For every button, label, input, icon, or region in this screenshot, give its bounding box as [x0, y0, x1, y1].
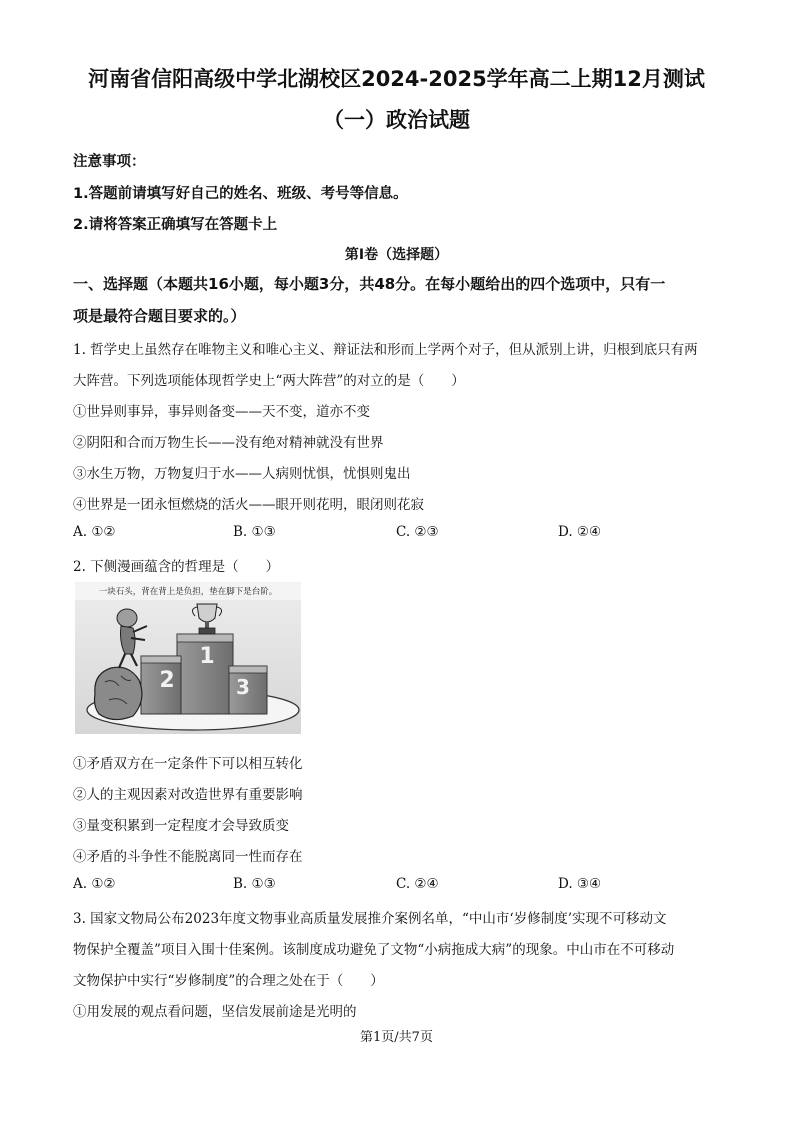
podium-top-first	[177, 634, 233, 642]
q2-stem: 2. 下侧漫画蕴含的哲理是（ ）	[73, 559, 280, 575]
exam-title-line1: 河南省信阳高级中学北湖校区2024-2025学年高二上期12月测试	[88, 67, 705, 91]
podium-number-2: 2	[159, 668, 175, 693]
podium-top-third	[229, 666, 267, 673]
section-heading-line1: 一、选择题（本题共16小题，每小题3分，共48分。在每小题给出的四个选项中，只有一	[73, 275, 666, 293]
notes-item-2: 2.请将答案正确填写在答题卡上	[73, 217, 278, 233]
exam-title-line2: （一）政治试题	[323, 108, 470, 132]
q1-statement-1: ①世异则事异，事异则备变——天不变，道亦不变	[73, 404, 370, 420]
q1-statement-3: ③水生万物，万物复归于水——人病则忧惧，忧惧则鬼出	[73, 466, 411, 482]
q2-statement-4: ④矛盾的斗争性不能脱离同一性而存在	[73, 849, 303, 865]
q1-stem-line2: 大阵营。下列选项能体现哲学史上“两大阵营”的对立的是（ ）	[73, 373, 465, 389]
q3-statement-1: ①用发展的观点看问题，坚信发展前途是光明的	[73, 1004, 357, 1020]
q2-cartoon-image	[75, 582, 301, 734]
q2-option-a: A. ①②	[73, 876, 116, 892]
q2-statement-3: ③量变积累到一定程度才会导致质变	[73, 818, 289, 834]
podium-number-1: 1	[199, 644, 215, 669]
q2-option-b: B. ①③	[233, 876, 276, 892]
section-heading-line2: 项是最符合题目要求的。）	[73, 307, 246, 325]
q2-statement-2: ②人的主观因素对改造世界有重要影响	[73, 787, 303, 803]
q1-option-c: C. ②③	[396, 524, 439, 540]
q1-statement-4: ④世界是一团永恒燃烧的活火——眼开则花明，眼闭则花寂	[73, 497, 424, 513]
q1-stem-line1: 1. 哲学史上虽然存在唯物主义和唯心主义、辩证法和形而上学两个对子，但从派别上讲，归根到底只有两	[73, 342, 698, 358]
q3-stem-line3: 文物保护中实行“岁修制度”的合理之处在于（ ）	[73, 973, 384, 989]
volume-title: 第Ⅰ卷（选择题）	[344, 247, 449, 263]
q2-option-c: C. ②④	[396, 876, 439, 892]
page-number: 第1页/共7页	[360, 1030, 433, 1045]
cartoon-caption: 一块石头，背在背上是负担，垫在脚下是台阶。	[98, 587, 278, 597]
q2-option-d: D. ③④	[558, 876, 602, 892]
rock-illustration	[95, 667, 142, 719]
notes-item-1: 1.答题前请填写好自己的姓名、班级、考号等信息。	[73, 186, 408, 202]
q2-statement-1: ①矛盾双方在一定条件下可以相互转化	[73, 756, 303, 772]
q1-option-b: B. ①③	[233, 524, 276, 540]
podium-number-3: 3	[236, 675, 250, 699]
q1-option-a: A. ①②	[73, 524, 116, 540]
podium-top-second	[141, 656, 181, 663]
q1-statement-2: ②阴阳和合而万物生长——没有绝对精神就没有世界	[73, 435, 384, 451]
q3-stem-line2: 物保护全覆盖”项目入围十佳案例。该制度成功避免了文物“小病拖成大病”的现象。中山市在不可移动	[73, 942, 675, 958]
q1-option-d: D. ②④	[558, 524, 602, 540]
notes-heading: 注意事项：	[73, 154, 146, 170]
q3-stem-line1: 3. 国家文物局公布2023年度文物事业高质量发展推介案例名单，“中山市‘岁修制度’实现不可移动文	[73, 911, 667, 927]
